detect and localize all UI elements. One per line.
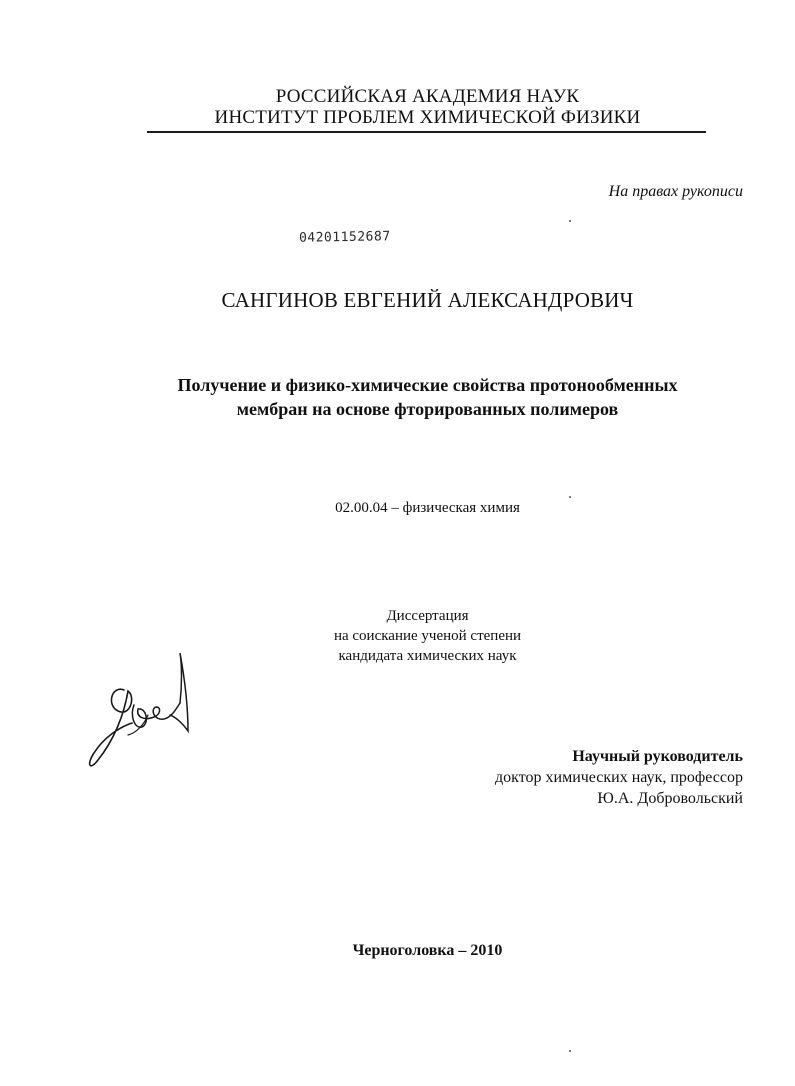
title-line-1: Получение и физико-химические свойства протонообменных — [177, 375, 678, 395]
degree-line-2: на соискание ученой степени — [333, 628, 522, 644]
supervisor-degree: доктор химических наук, профессор — [495, 769, 743, 786]
scan-speck — [569, 496, 571, 498]
title-line-2: мембран на основе фторированных полимеров — [236, 399, 619, 419]
scan-speck — [569, 1050, 571, 1052]
supervisor-heading: Научный руководитель — [572, 748, 743, 765]
header-divider — [147, 131, 706, 133]
registration-number: 04201152687 — [298, 229, 391, 246]
supervisor-block — [495, 746, 743, 809]
supervisor-name: Ю.А. Добровольский — [597, 790, 743, 807]
institute-name: ИНСТИТУТ ПРОБЛЕМ ХИМИЧЕСКОЙ ФИЗИКИ — [214, 107, 641, 128]
dissertation-title — [0, 373, 795, 421]
specialty-code: 02.00.04 – физическая химия — [335, 500, 520, 516]
handwritten-signature — [84, 645, 204, 775]
scan-speck — [569, 220, 571, 222]
degree-line-3: кандидата химических наук — [338, 648, 517, 664]
city-year: Черноголовка – 2010 — [352, 942, 503, 959]
organization-name: РОССИЙСКАЯ АКАДЕМИЯ НАУК — [275, 86, 580, 107]
degree-line-1: Диссертация — [386, 608, 469, 624]
author-name: САНГИНОВ ЕВГЕНИЙ АЛЕКСАНДРОВИЧ — [221, 288, 634, 312]
manuscript-note: На правах рукописи — [608, 183, 743, 200]
